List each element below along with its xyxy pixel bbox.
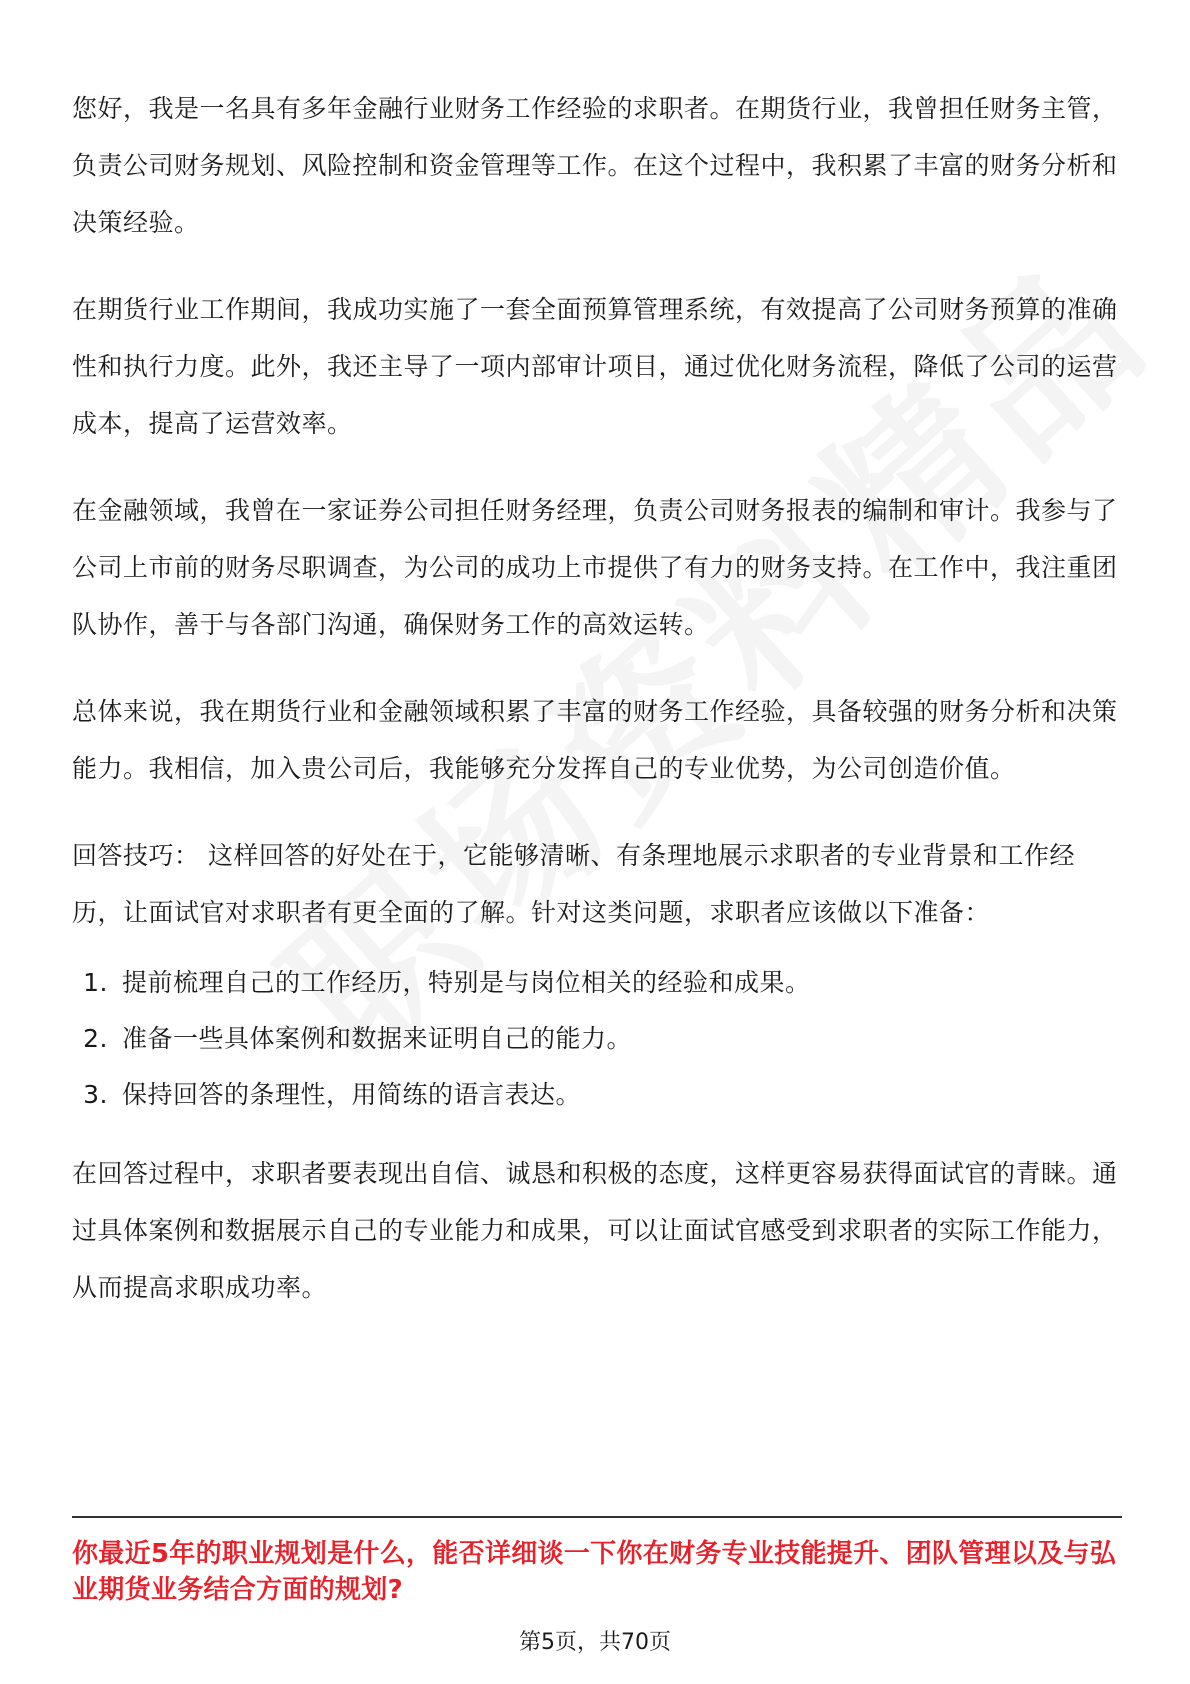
answer-paragraph-4: 总体来说，我在期货行业和金融领域积累了丰富的财务工作经验，具备较强的财务分析和决策能力。我相信，加入贵公司后，我能够充分发挥自己的专业优势，为公司创造价值。 [72,697,1118,783]
next-question-heading: 你最近5年的职业规划是什么，能否详细谈一下你在财务专业技能提升、团队管理以及与弘业期货业务结合方面的规划? [72,1539,1117,1605]
list-item-number: 3. [83,1080,108,1109]
answer-paragraph-2: 在期货行业工作期间，我成功实施了一套全面预算管理系统，有效提高了公司财务预算的准确性和执行力度。此外，我还主导了一项内部审计项目，通过优化财务流程，降低了公司的运营成本，提高了运营效率。 [72,295,1118,438]
section-divider [72,1516,1122,1518]
closing-paragraph: 在回答过程中，求职者要表现出自信、诚恳和积极的态度，这样更容易获得面试官的青睐。通过具体案例和数据展示自己的专业能力和成果，可以让面试官感受到求职者的实际工作能力，从而提高求职成功率。 [72,1159,1118,1302]
list-item-text: 准备一些具体案例和数据来证明自己的能力。 [122,1024,633,1053]
answer-paragraph-3: 在金融领域，我曾在一家证券公司担任财务经理，负责公司财务报表的编制和审计。我参与了公司上市前的财务尽职调查，为公司的成功上市提供了有力的财务支持。在工作中，我注重团队协作，善于与各部门沟通，确保财务工作的高效运转。 [72,496,1118,639]
list-item-text: 提前梳理自己的工作经历，特别是与岗位相关的经验和成果。 [122,968,811,997]
answer-tips-intro: 回答技巧： 这样回答的好处在于，它能够清晰、有条理地展示求职者的专业背景和工作经历，让面试官对求职者有更全面的了解。针对这类问题，求职者应该做以下准备： [72,841,1075,927]
page-number-footer: 第5页，共70页 [519,1630,671,1655]
answer-paragraph-1: 您好，我是一名具有多年金融行业财务工作经验的求职者。在期货行业，我曾担任财务主管，负责公司财务规划、风险控制和资金管理等工作。在这个过程中，我积累了丰富的财务分析和决策经验。 [72,94,1118,237]
list-item-number: 2. [83,1024,108,1053]
answer-body [72,80,1122,1346]
list-item-number: 1. [83,968,108,997]
list-item-text: 保持回答的条理性，用简练的语言表达。 [122,1080,582,1109]
list-item [72,955,1122,1011]
tips-list [72,955,1122,1123]
list-item [72,1011,1122,1067]
list-item [72,1067,1122,1123]
